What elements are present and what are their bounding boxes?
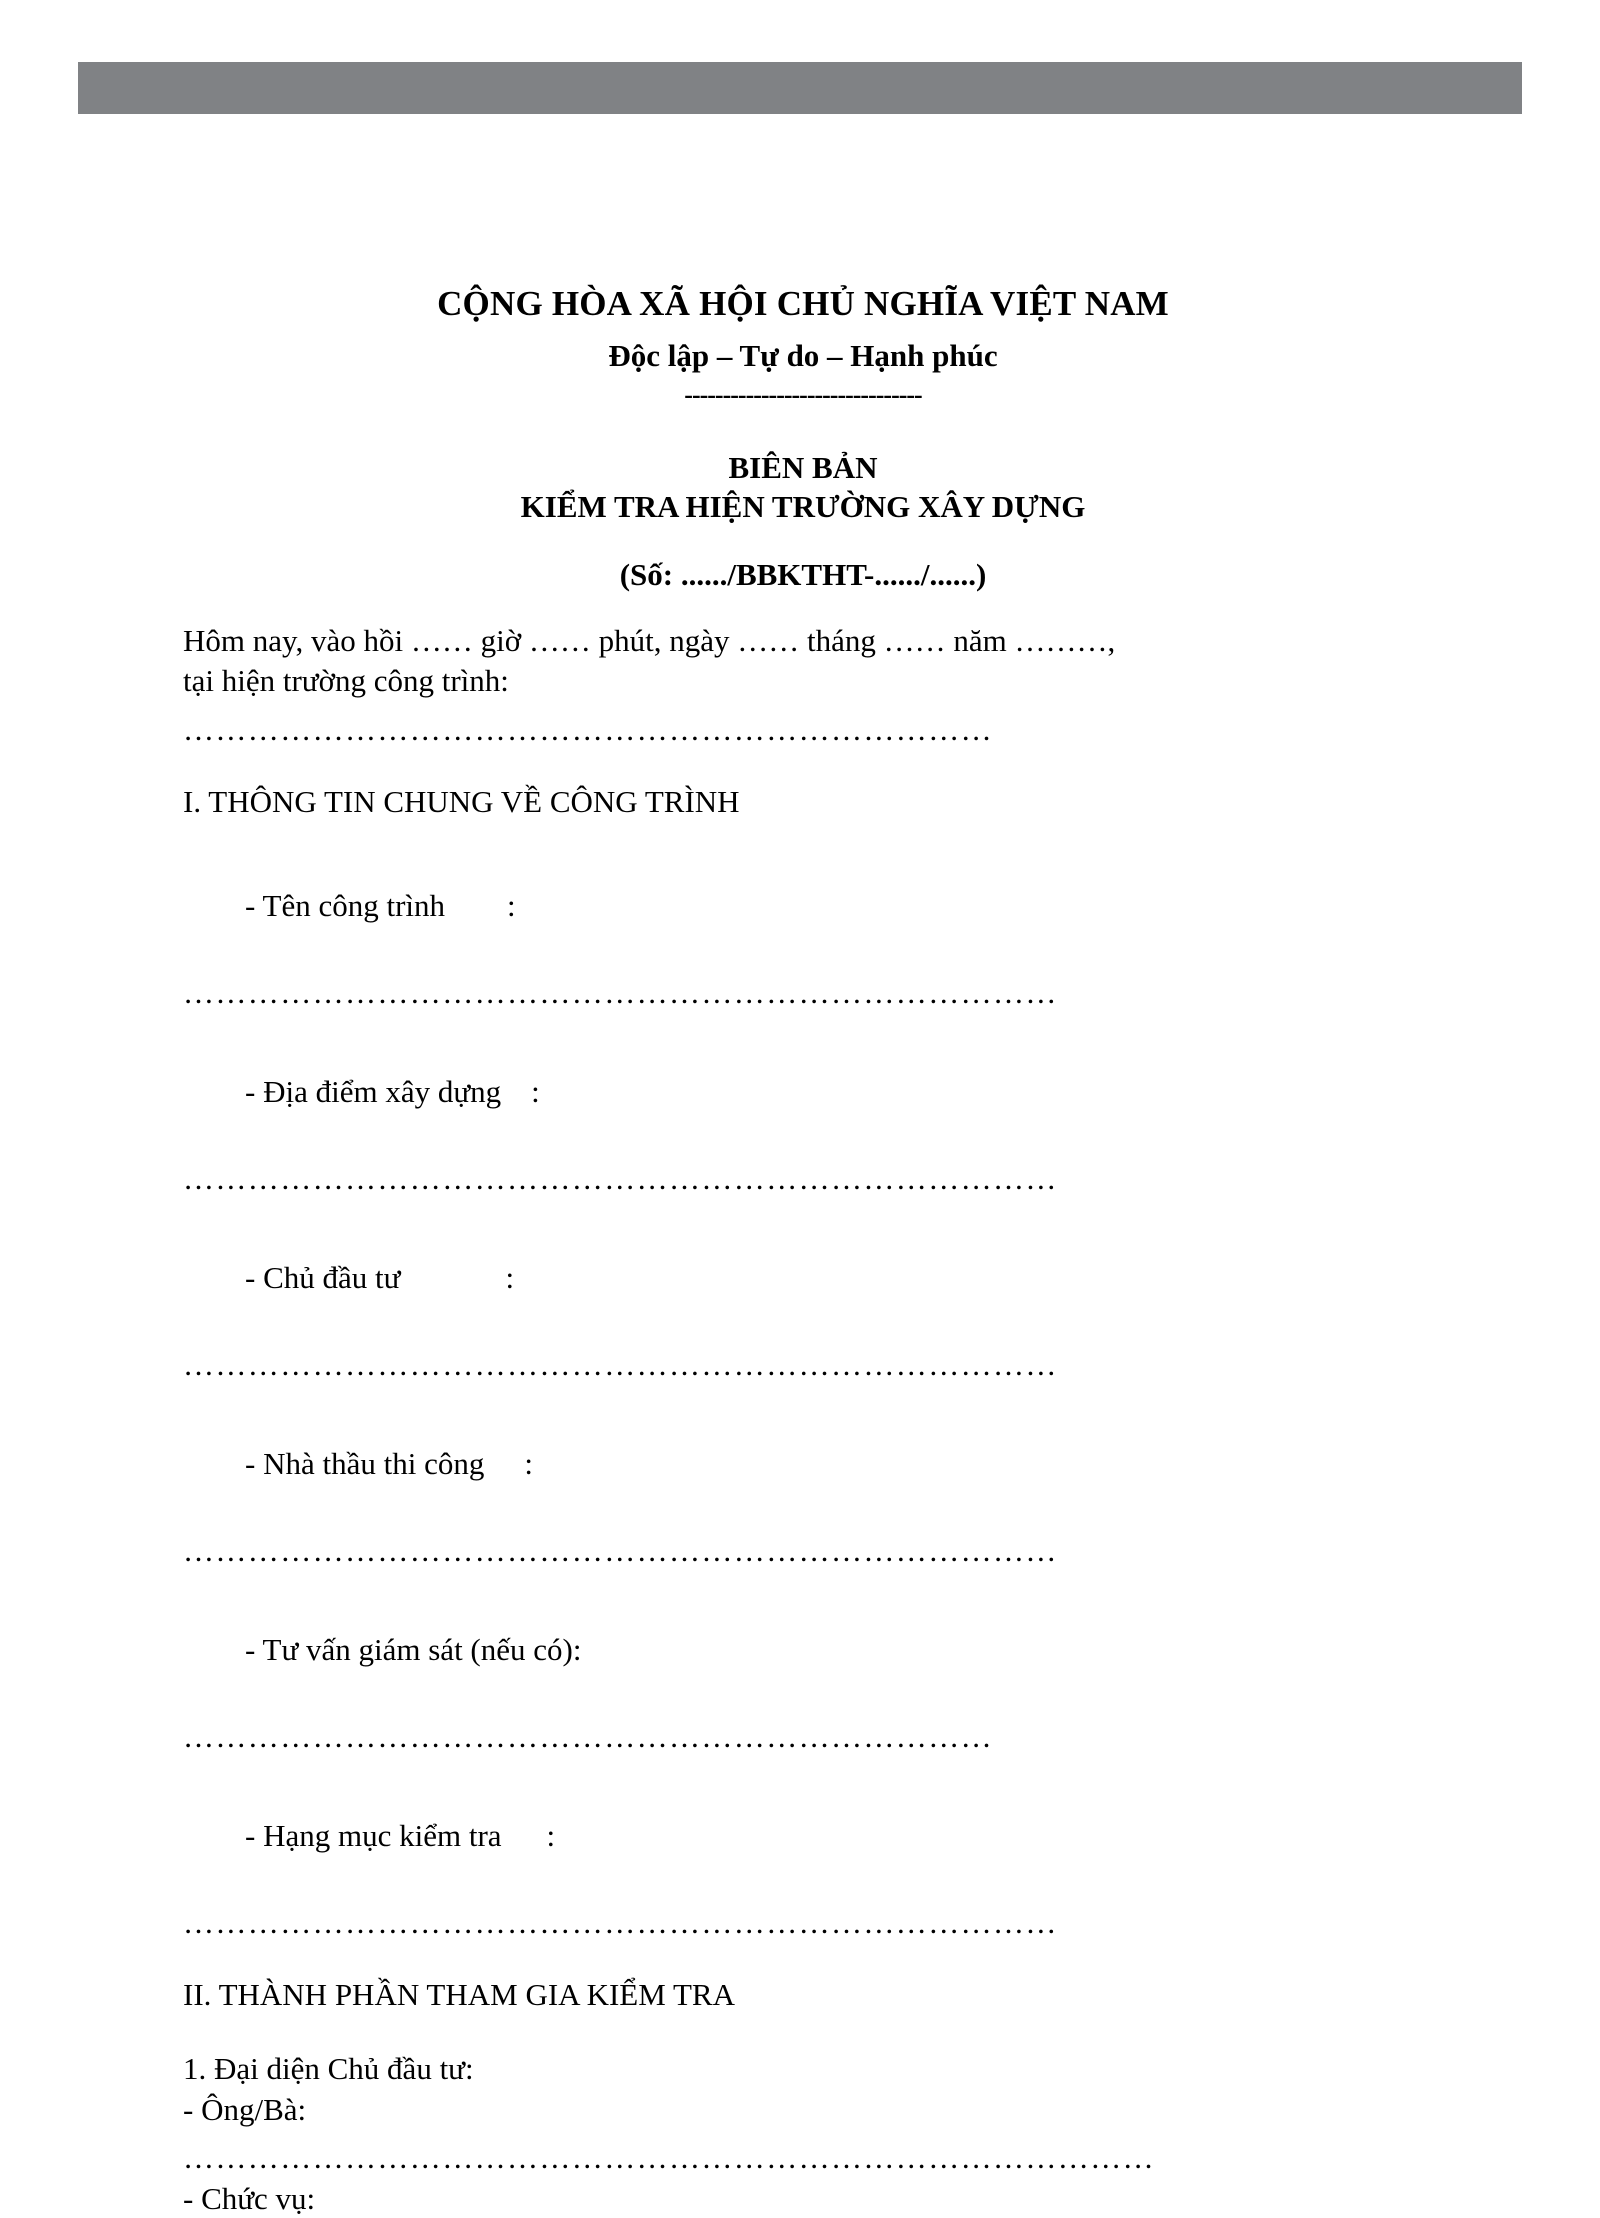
field-label: - Tên công trình: [245, 887, 446, 923]
document-content: [183, 114, 1423, 2218]
intro-line-1: Hôm nay, vào hồi …… giờ …… phút, ngày …… tháng …… năm ………,: [183, 622, 1116, 658]
field-fill-line: ………………………………………………………………………: [183, 1347, 1058, 1383]
field-label: - Tư vấn giám sát (nếu có):: [245, 1631, 582, 1667]
field-label: - Hạng mục kiểm tra: [245, 1817, 502, 1853]
participant-role-label: - Chức vụ:: [183, 2180, 316, 2216]
field-row: [183, 1592, 1423, 1708]
document-sheet: [78, 114, 1522, 2216]
field-row: [183, 1778, 1423, 1894]
document-number: (Số: ....../BBKTHT-....../......): [619, 556, 987, 592]
field-colon: :: [507, 887, 516, 923]
national-title: CỘNG HÒA XÃ HỘI CHỦ NGHĨA VIỆT NAM: [437, 284, 1169, 323]
participant-group-title: 1. Đại diện Chủ đầu tư:: [183, 2051, 474, 2086]
field-row: [183, 1406, 1423, 1522]
field-colon: :: [546, 1817, 556, 1853]
field-colon: :: [505, 1259, 515, 1295]
field-row: [183, 848, 1423, 964]
document-kind-title: BIÊN BẢN: [728, 450, 878, 486]
document-name-title: KIỂM TRA HIỆN TRƯỜNG XÂY DỰNG: [520, 488, 1086, 524]
participant-name-label: - Ông/Bà:: [183, 2092, 307, 2128]
participant-name-fill-line: ………………………………………………………………………………: [183, 2140, 1155, 2176]
field-fill-line: ………………………………………………………………………: [183, 1905, 1058, 1941]
field-row: [183, 1220, 1423, 1336]
motto-divider: -------------------------------: [684, 380, 922, 410]
field-label: - Địa điểm xây dựng: [245, 1073, 502, 1109]
national-motto: Độc lập – Tự do – Hạnh phúc: [608, 338, 998, 374]
section-2-heading: II. THÀNH PHẦN THAM GIA KIỂM TRA: [183, 1977, 735, 2013]
intro-paragraph: [183, 621, 1423, 702]
field-label: - Chủ đầu tư: [245, 1259, 401, 1295]
field-fill-line: ………………………………………………………………………: [183, 1161, 1058, 1197]
field-label: - Nhà thầu thi công: [245, 1445, 485, 1481]
section-1-heading: I. THÔNG TIN CHUNG VỀ CÔNG TRÌNH: [183, 784, 740, 820]
document-top-bar: [78, 62, 1522, 114]
field-fill-line: ………………………………………………………………………: [183, 975, 1058, 1011]
intro-line-2: tại hiện trường công trình:: [183, 663, 509, 699]
intro-fill-line: …………………………………………………………………: [183, 712, 993, 748]
field-colon: :: [524, 1445, 533, 1481]
field-fill-line: …………………………………………………………………: [183, 1719, 993, 1755]
field-row: [183, 1034, 1423, 1150]
field-colon: :: [531, 1073, 540, 1109]
field-fill-line: ………………………………………………………………………: [183, 1533, 1058, 1569]
